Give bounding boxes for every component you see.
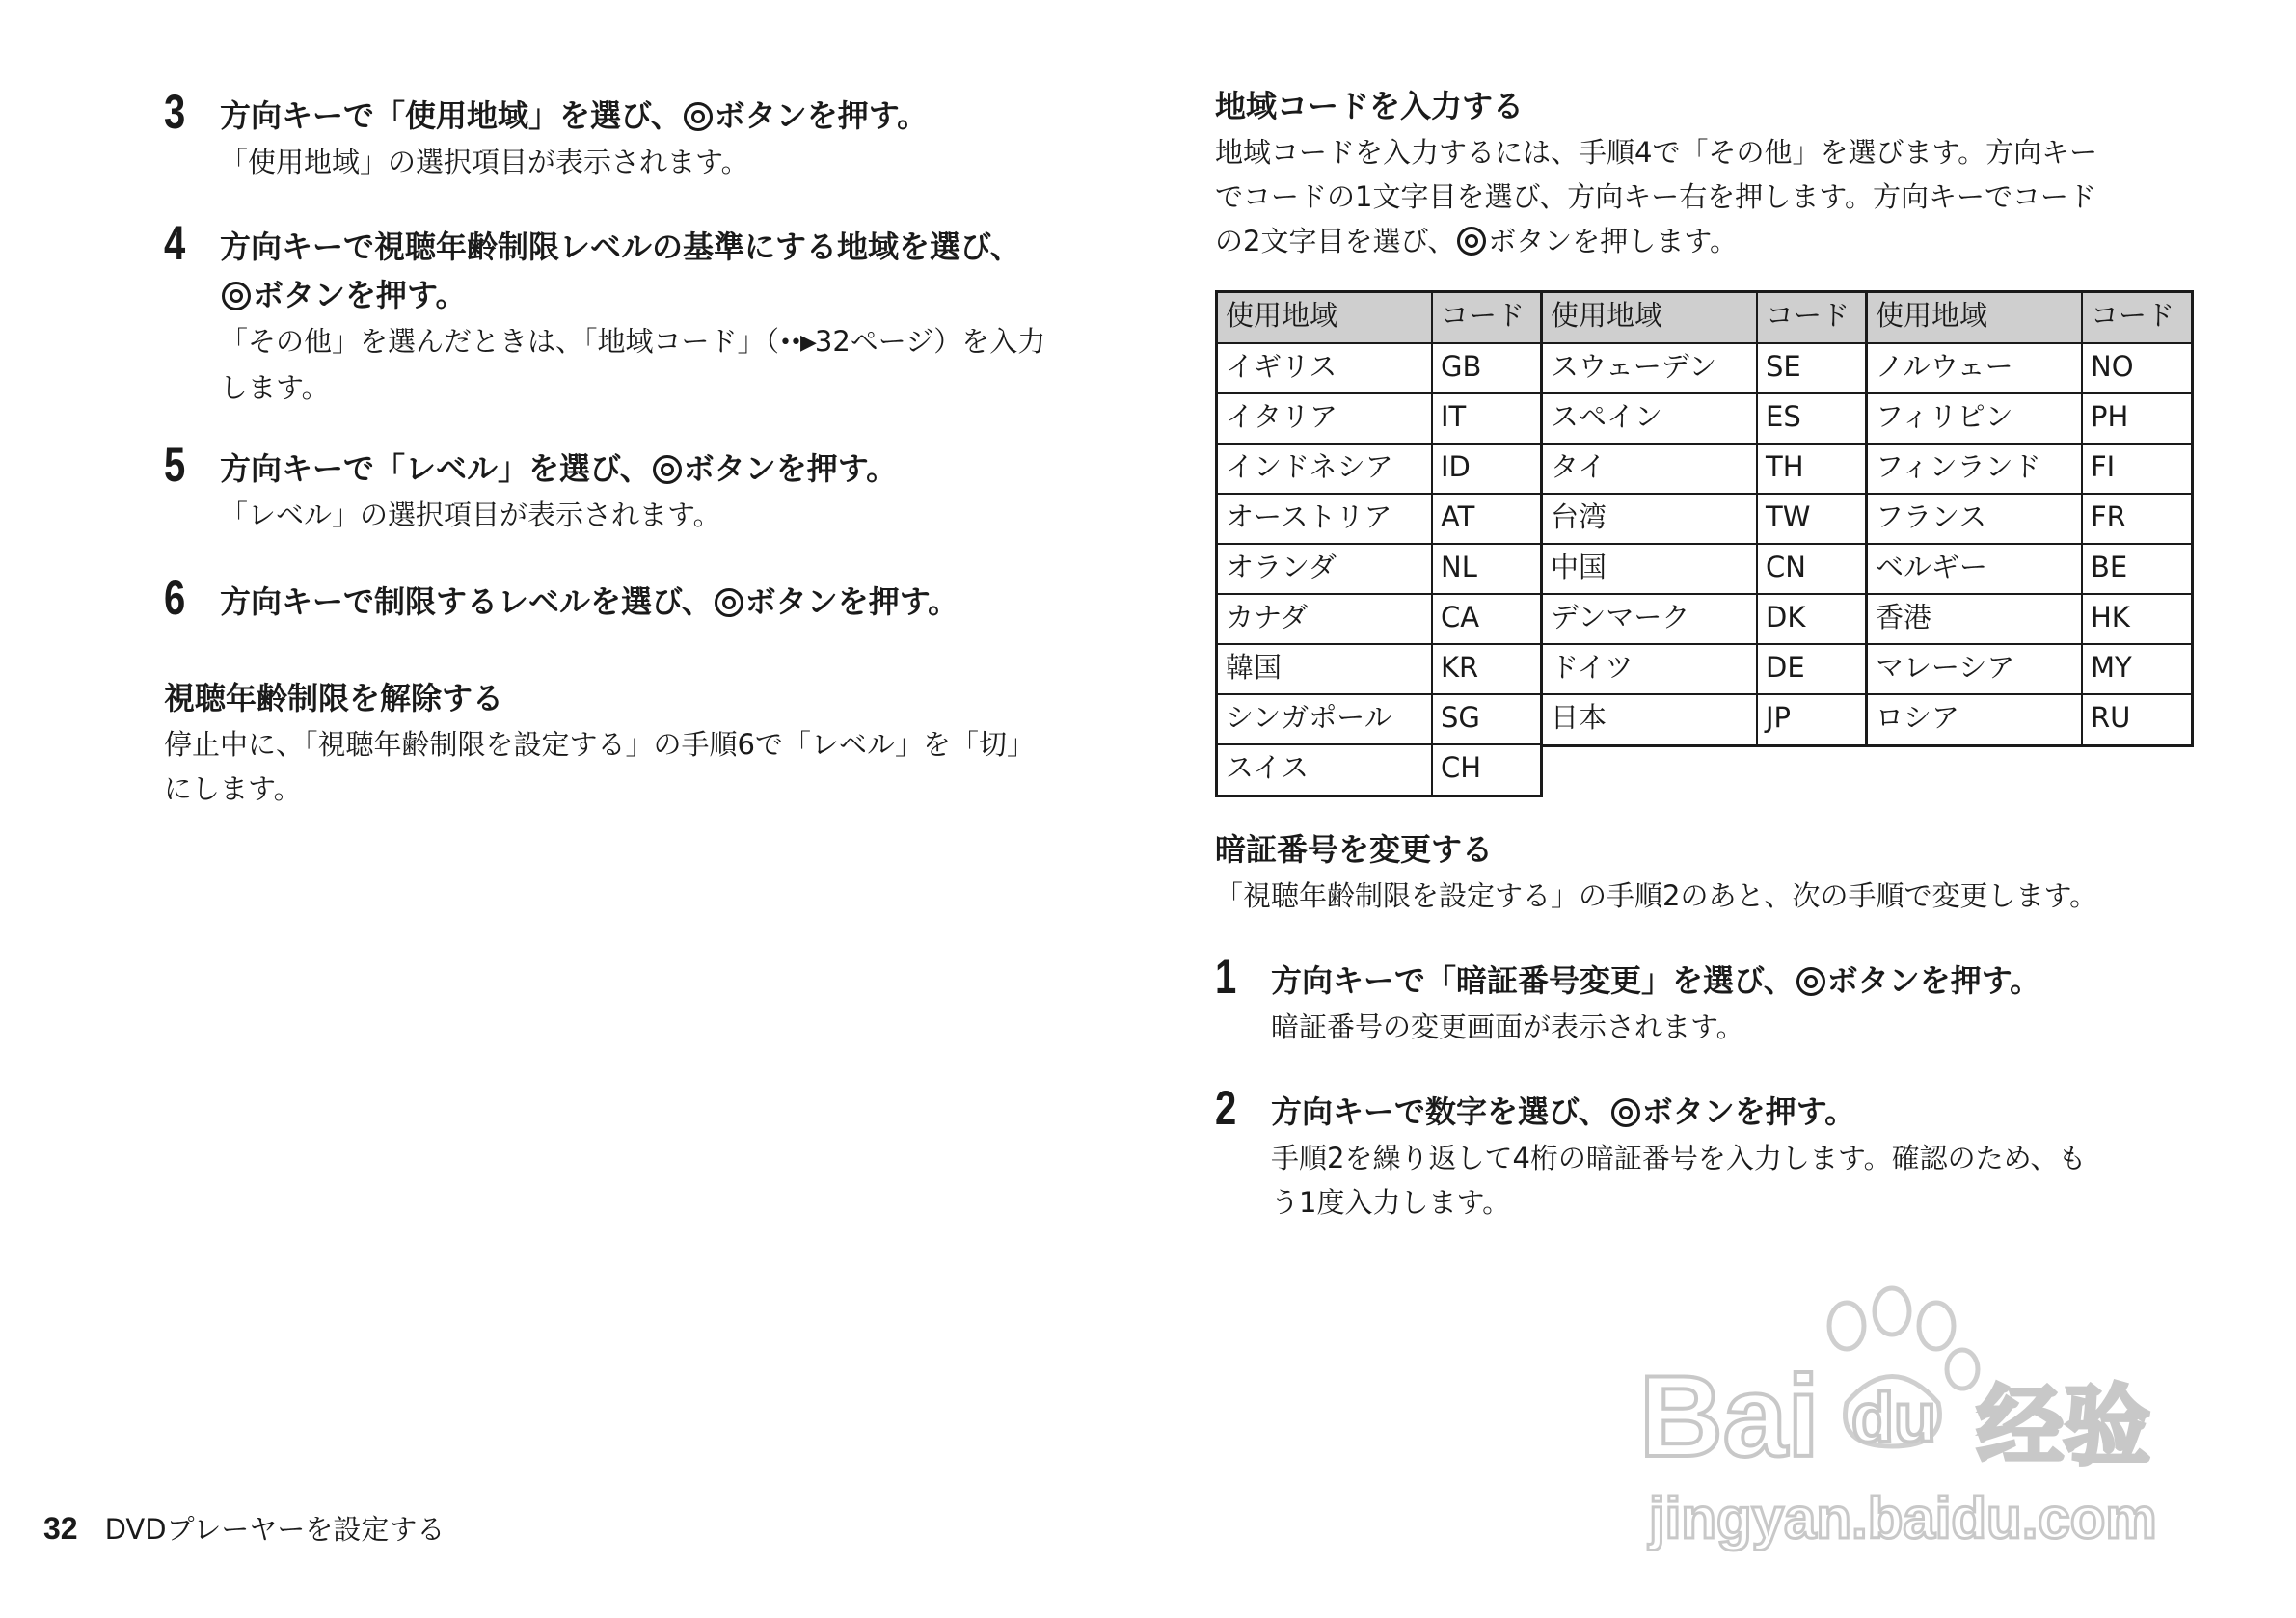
enter-button-icon [653,455,682,484]
step-body: 手順2を繰り返して4桁の暗証番号を入力します。確認のため、も う1度入力します。 [1271,1142,2087,1219]
region-table-group-3 [1865,290,2194,747]
page-ref-arrow-icon: ••▶ [779,331,815,355]
region-code: FR [2082,494,2191,544]
table-row [1543,694,1865,744]
step-title: 方向キーで視聴年齢制限レベルの基準にする地域を選び、 ボタンを押す。 [220,229,1021,313]
region-code: NL [1432,544,1540,594]
region-name: 香港 [1868,594,2082,644]
table-row [1868,644,2191,694]
step-number: 2 [1215,1081,1237,1135]
step-title: 方向キーで「使用地域」を選び、 ボタンを押す。 [220,97,929,134]
header-code: コード [2082,293,2191,343]
table-row [1218,694,1540,744]
region-name: カナダ [1218,594,1432,644]
region-code-table [1215,290,2194,796]
region-name: イタリア [1218,393,1432,444]
region-name: フランス [1868,494,2082,544]
right-column [1215,82,2199,1225]
enter-button-icon [684,102,713,131]
step-number: 6 [164,571,186,625]
left-column [164,85,1148,811]
table-row [1218,744,1540,795]
table-row [1868,594,2191,644]
table-row [1543,343,1865,393]
region-name: 韓国 [1218,644,1432,694]
header-region: 使用地域 [1543,293,1757,343]
enter-button-icon [1457,227,1486,256]
step-body: 「レベル」の選択項目が表示されます。 [220,499,721,531]
step-body: 暗証番号の変更画面が表示されます。 [1271,1011,1744,1043]
step-number: 4 [164,216,186,270]
region-code: IT [1432,393,1540,444]
table-row [1543,594,1865,644]
section-body: 「視聴年齢制限を設定する」の手順2のあと、次の手順で変更します。 [1215,879,2098,912]
step-title: 方向キーで「暗証番号変更」を選び、 ボタンを押す。 [1271,962,2041,999]
region-table-group-1 [1215,290,1543,797]
table-row [1543,444,1865,494]
header-code: コード [1432,293,1540,343]
table-row [1218,494,1540,544]
header-region: 使用地域 [1218,293,1432,343]
region-code: CN [1757,544,1865,594]
step-body: 「その他」を選んだときは、「地域コード」（••▶32ページ）を入力 します。 [220,325,1046,404]
table-row [1543,644,1865,694]
enter-button-icon [1611,1098,1640,1127]
step-5 [164,438,1148,537]
region-code: HK [2082,594,2191,644]
table-row [1543,494,1865,544]
region-code: MY [2082,644,2191,694]
region-code: SE [1757,343,1865,393]
section-body: 停止中に、「視聴年齢制限を設定する」の手順6で「レベル」を「切」 にします。 [164,728,1035,805]
watermark-suffix: 经验 [1977,1376,2150,1477]
page-number: 32 [43,1511,78,1546]
region-code: CH [1432,744,1540,795]
region-code: FI [2082,444,2191,494]
region-code: TW [1757,494,1865,544]
region-code-section [1215,82,2199,263]
region-code: DK [1757,594,1865,644]
region-name: ロシア [1868,694,2082,744]
region-name: ドイツ [1543,644,1757,694]
region-code: CA [1432,594,1540,644]
region-name: スペイン [1543,393,1757,444]
table-row [1868,444,2191,494]
region-code: KR [1432,644,1540,694]
section-heading: 地域コードを入力する [1215,88,1525,124]
watermark-brand-du: du [1851,1380,1936,1457]
table-row [1868,343,2191,393]
region-name: 中国 [1543,544,1757,594]
table-row [1218,343,1540,393]
pin-step-2 [1215,1081,2199,1225]
region-name: 日本 [1543,694,1757,744]
step-number: 3 [164,85,186,139]
enter-button-icon [715,588,743,617]
step-3 [164,85,1148,184]
region-name: シンガポール [1218,694,1432,744]
region-name: ベルギー [1868,544,2082,594]
table-header-row [1543,293,1865,343]
region-name: マレーシア [1868,644,2082,694]
step-title: 方向キーで制限するレベルを選び、 ボタンを押す。 [220,583,959,620]
table-row [1868,694,2191,744]
region-table-group-2 [1540,290,1868,747]
page-footer [43,1509,445,1549]
region-name: 台湾 [1543,494,1757,544]
step-title: 方向キーで数字を選び、 ボタンを押す。 [1271,1093,1856,1130]
region-name: デンマーク [1543,594,1757,644]
region-name: ノルウェー [1868,343,2082,393]
pin-change-section [1215,825,2199,1225]
release-section [164,674,1148,811]
region-name: タイ [1543,444,1757,494]
region-name: フィンランド [1868,444,2082,494]
section-heading: 暗証番号を変更する [1215,831,1494,868]
baidu-watermark [1639,1282,2179,1552]
region-code: JP [1757,694,1865,744]
table-row [1543,393,1865,444]
enter-button-icon [1796,967,1825,996]
region-name: フィリピン [1868,393,2082,444]
watermark-url: jingyan.baidu.com [1649,1486,2157,1551]
region-code: GB [1432,343,1540,393]
enter-button-icon [222,282,251,310]
header-region: 使用地域 [1868,293,2082,343]
section-body: 地域コードを入力するには、手順4で「その他」を選びます。方向キー でコードの1文字目を選び、方向キー右を押します。方向キーでコード の2文字目を選び、 ボタンを押します。 [1215,136,2098,257]
table-row [1218,444,1540,494]
region-code: AT [1432,494,1540,544]
step-4 [164,216,1148,410]
table-row [1218,594,1540,644]
region-code: RU [2082,694,2191,744]
table-row [1218,393,1540,444]
region-name: インドネシア [1218,444,1432,494]
region-name: イギリス [1218,343,1432,393]
region-code: DE [1757,644,1865,694]
table-header-row [1218,293,1540,343]
step-number: 1 [1215,950,1237,1004]
region-name: スイス [1218,744,1432,795]
table-row [1218,544,1540,594]
table-row [1543,544,1865,594]
section-heading: 視聴年齢制限を解除する [164,680,504,716]
table-row [1868,393,2191,444]
region-name: スウェーデン [1543,343,1757,393]
header-code: コード [1757,293,1865,343]
step-6 [164,571,1148,626]
table-row [1218,644,1540,694]
region-code: ID [1432,444,1540,494]
watermark-brand: Bai [1639,1352,1820,1481]
step-body: 「使用地域」の選択項目が表示されます。 [220,146,749,178]
table-header-row [1868,293,2191,343]
step-title: 方向キーで「レベル」を選び、 ボタンを押す。 [220,450,898,487]
pin-step-1 [1215,950,2199,1049]
region-code: NO [2082,343,2191,393]
region-code: PH [2082,393,2191,444]
step-number: 5 [164,438,186,492]
region-code: TH [1757,444,1865,494]
table-row [1868,494,2191,544]
footer-title: DVDプレーヤーを設定する [104,1513,446,1546]
table-row [1868,544,2191,594]
region-name: オランダ [1218,544,1432,594]
region-name: オーストリア [1218,494,1432,544]
region-code: BE [2082,544,2191,594]
region-code: SG [1432,694,1540,744]
region-code: ES [1757,393,1865,444]
